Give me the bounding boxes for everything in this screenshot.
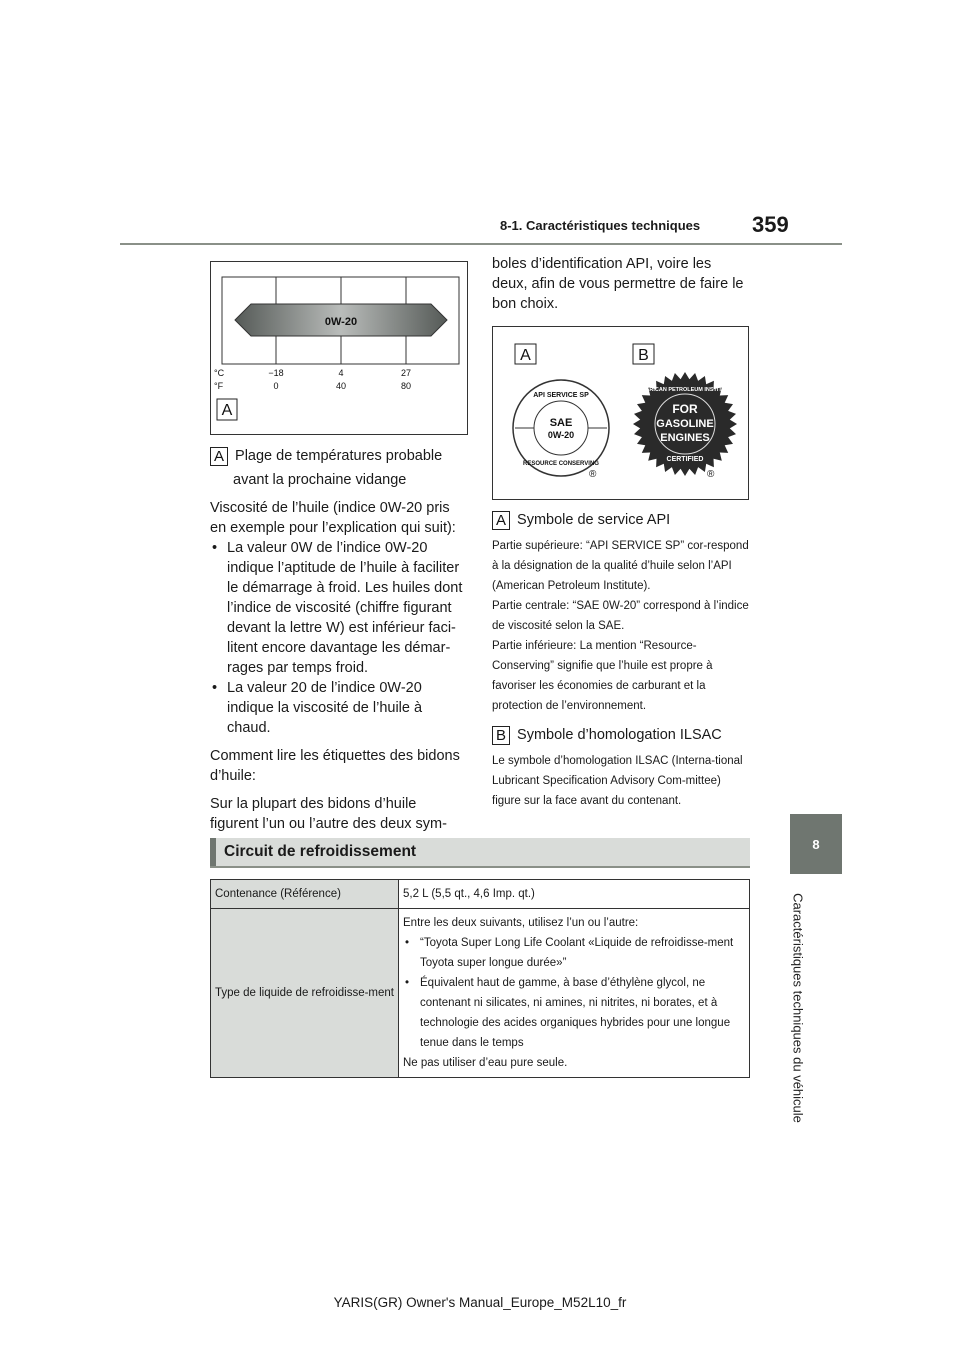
continuation-text: boles d’identification API, voire les deux, afin de vous permettre de faire le bon choix. [492,256,744,312]
table-cell-label: Type de liquide de refroidisse-ment [211,909,399,1078]
viscosity-chart [211,262,467,434]
list-item: • La valeur 0W de l’indice 0W-20 indique l’aptitude de l’huile à faciliter le démarrage à froid. Les huiles dont l’indice de viscosité (chiffre figurant devant la lettre W) est inférieur faci-litent encore davantage les démar-rages par temps froid. [210,538,468,678]
coolant-note: Ne pas utiliser d’eau pure seule. [403,1057,568,1069]
labels-heading: Comment lire les étiquettes des bidons d’huile: [210,748,460,784]
list-item: • La valeur 20 de l’indice 0W-20 indique la viscosité de l’huile à chaud. [210,678,468,738]
sym-a-p3: Partie inférieure: La mention “Resource-Conserving” signifie que l’huile est propre à favoriser les économies de carburant et la protection de l’environnement. [492,640,713,712]
celsius-tick: −18 [268,368,284,378]
header-rule [120,243,842,245]
chapter-tab [790,814,842,874]
oil-symbols [493,327,748,499]
list-item: • “Toyota Super Long Life Coolant «Liquide de refroidisse-ment Toyota super longue durée»” [403,933,745,973]
page-number: 359 [752,212,789,237]
left-column [210,446,468,834]
legend-a [210,446,468,466]
sym-b-letter: B [492,726,510,745]
heading-accent-bar [210,838,216,866]
table-row [211,909,750,1078]
label-a: A [520,347,531,364]
sym-b-heading [492,725,750,745]
chapter-number: 8 [812,836,820,852]
fahrenheit-tick: 0 [273,381,279,391]
ilsac-symbol [633,372,737,480]
api-service-symbol [513,380,609,480]
api-registered: ® [589,469,597,480]
section-title: 8-1. Caractéristiques techniques [500,218,701,233]
coolant-intro: Entre les deux suivants, utilisez l’un ou l’autre: [403,917,639,929]
list-item: • Équivalent haut de gamme, à base d’éthylène glycol, ne contenant ni silicates, ni amines, ni nitrites, ni borates, et à technologie des acides organiques hybrides pour une longue tenue dans le temps [403,973,745,1053]
table-cell-value [399,909,750,1078]
footer-doc-id: YARIS(GR) Owner's Manual_Europe_M52L10_fr [333,1295,627,1310]
legend-a-letter: A [210,447,228,466]
sym-a-letter: A [492,511,510,530]
legend-a-text: Plage de températures probable [235,448,443,464]
ilsac-ring-text: AMERICAN PETROLEUM INSTITUTE [637,387,733,393]
legend-a-text-2: avant la prochaine vidange [233,472,407,488]
viscosity-figure [210,261,468,435]
ilsac-bottom-text: CERTIFIED [666,456,704,463]
cooling-heading-text: Circuit de refroidissement [224,843,417,860]
cooling-spec-table [210,879,750,1078]
callout-a: A [221,402,233,419]
sym-a-heading [492,510,750,530]
fahrenheit-tick: 80 [400,381,412,391]
fahrenheit-unit: °F [214,381,224,391]
viscosity-intro: Viscosité de l’huile (indice 0W-20 pris en exemple pour l’explication qui suit): [210,500,456,536]
oil-symbols-figure [492,326,749,500]
sym-b-title: Symbole d’homologation ILSAC [517,727,722,743]
band-label: 0W-20 [324,316,358,328]
api-top-text: API SERVICE SP [533,392,589,399]
api-center-2: 0W-20 [547,430,575,440]
cooling-section-heading [210,838,750,868]
ilsac-center-3: ENGINES [660,432,710,444]
viscosity-bullets [210,538,468,738]
celsius-tick: 4 [338,368,344,378]
api-center-1: SAE [549,417,573,429]
ilsac-registered: ® [707,469,715,480]
celsius-tick: 27 [400,368,412,378]
ilsac-center-2: GASOLINE [656,418,714,430]
labels-text: Sur la plupart des bidons d’huile figurent l’un ou l’autre des deux sym- [210,796,447,832]
coolant-bullets [403,933,745,1053]
api-bottom-text: RESOURCE CONSERVING [523,461,599,467]
sym-a-title: Symbole de service API [517,512,671,528]
celsius-unit: °C [214,368,225,378]
sym-a-p2: Partie centrale: “SAE 0W-20” correspond à l’indice de viscosité selon la SAE. [492,600,749,632]
fahrenheit-tick: 40 [335,381,347,391]
sym-a-p1: Partie supérieure: “API SERVICE SP” cor-respond à la désignation de la qualité d’huile selon l’API (American Petroleum Institute). [492,540,749,592]
table-row [211,880,750,909]
sym-b-p1: Le symbole d’homologation ILSAC (Interna-tional Lubricant Specification Advisory Com-mittee) figure sur la face avant du contenant. [492,755,743,807]
label-b: B [638,347,649,364]
table-cell-label: Contenance (Référence) [211,880,399,909]
chapter-title: Caractéristiques techniques du véhicule [790,893,806,1123]
chapter-side-title [770,883,826,1133]
right-column-notes [492,510,750,811]
table-cell-value: 5,2 L (5,5 qt., 4,6 Imp. qt.) [399,880,750,909]
ilsac-center-1: FOR [672,402,698,416]
